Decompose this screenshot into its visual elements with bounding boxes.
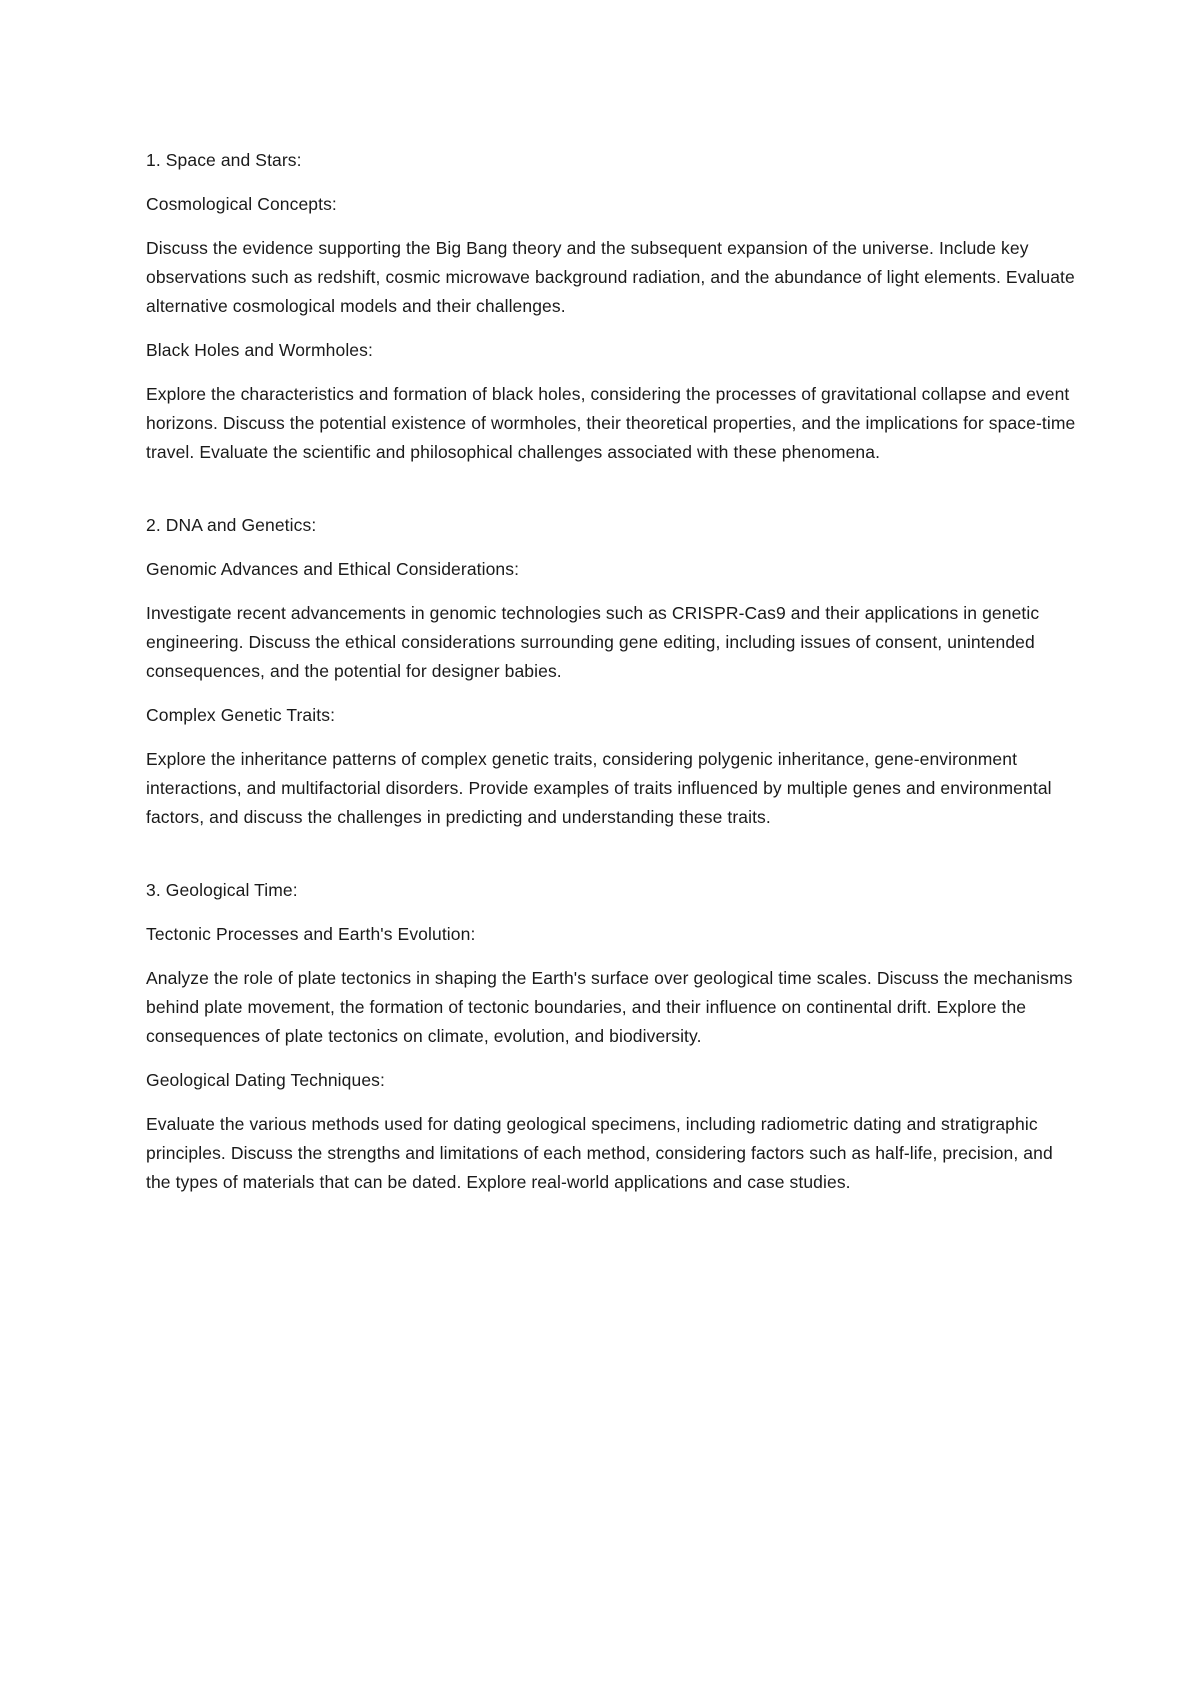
topic-paragraph: Discuss the evidence supporting the Big Bang theory and the subsequent expansion of the universe. Include key observations such as redshift, cosmic microwave background radiation, and the abundance of light elements. Evaluate alternative cosmological models and their challenges. — [146, 238, 1075, 316]
topic-heading: Cosmological Concepts: — [146, 194, 337, 214]
topic-paragraph: Analyze the role of plate tectonics in shaping the Earth's surface over geological time scales. Discuss the mechanisms behind plate movement, the formation of tectonic boundaries, and their influence on continental drift. Explore the consequences of plate tectonics on climate, evolution, and biodiversity. — [146, 968, 1073, 1046]
topic-heading: Complex Genetic Traits: — [146, 705, 336, 725]
topic-paragraph: Explore the characteristics and formation of black holes, considering the processes of gravitational collapse and event horizons. Discuss the potential existence of wormholes, their theoretical properties, and the implications for space-time travel. Evaluate the scientific and philosophical challenges associated with these phenomena. — [146, 384, 1076, 462]
topic-paragraph: Investigate recent advancements in genomic technologies such as CRISPR-Cas9 and their applications in genetic engineering. Discuss the ethical considerations surrounding gene editing, including issues of consent, unintended consequences, and the potential for designer babies. — [146, 603, 1040, 681]
topic-heading: Geological Dating Techniques: — [146, 1070, 385, 1090]
section-title: 2. DNA and Genetics: — [146, 515, 317, 535]
section-dna-and-genetics — [146, 511, 1076, 832]
section-title: 1. Space and Stars: — [146, 150, 302, 170]
topic-paragraph: Explore the inheritance patterns of complex genetic traits, considering polygenic inheritance, gene-environment interactions, and multifactorial disorders. Provide examples of traits influenced by multiple genes and environmental factors, and discuss the challenges in predicting and understanding these traits. — [146, 749, 1052, 827]
section-space-and-stars — [146, 146, 1076, 467]
topic-heading: Black Holes and Wormholes: — [146, 340, 373, 360]
section-title: 3. Geological Time: — [146, 880, 298, 900]
section-geological-time — [146, 876, 1076, 1197]
topic-paragraph: Evaluate the various methods used for dating geological specimens, including radiometric dating and stratigraphic principles. Discuss the strengths and limitations of each method, considering factors such as half-life, precision, and the types of materials that can be dated. Explore real-world applications and case studies. — [146, 1114, 1053, 1192]
document-body — [146, 146, 1076, 1212]
topic-heading: Tectonic Processes and Earth's Evolution: — [146, 924, 476, 944]
topic-heading: Genomic Advances and Ethical Considerations: — [146, 559, 520, 579]
